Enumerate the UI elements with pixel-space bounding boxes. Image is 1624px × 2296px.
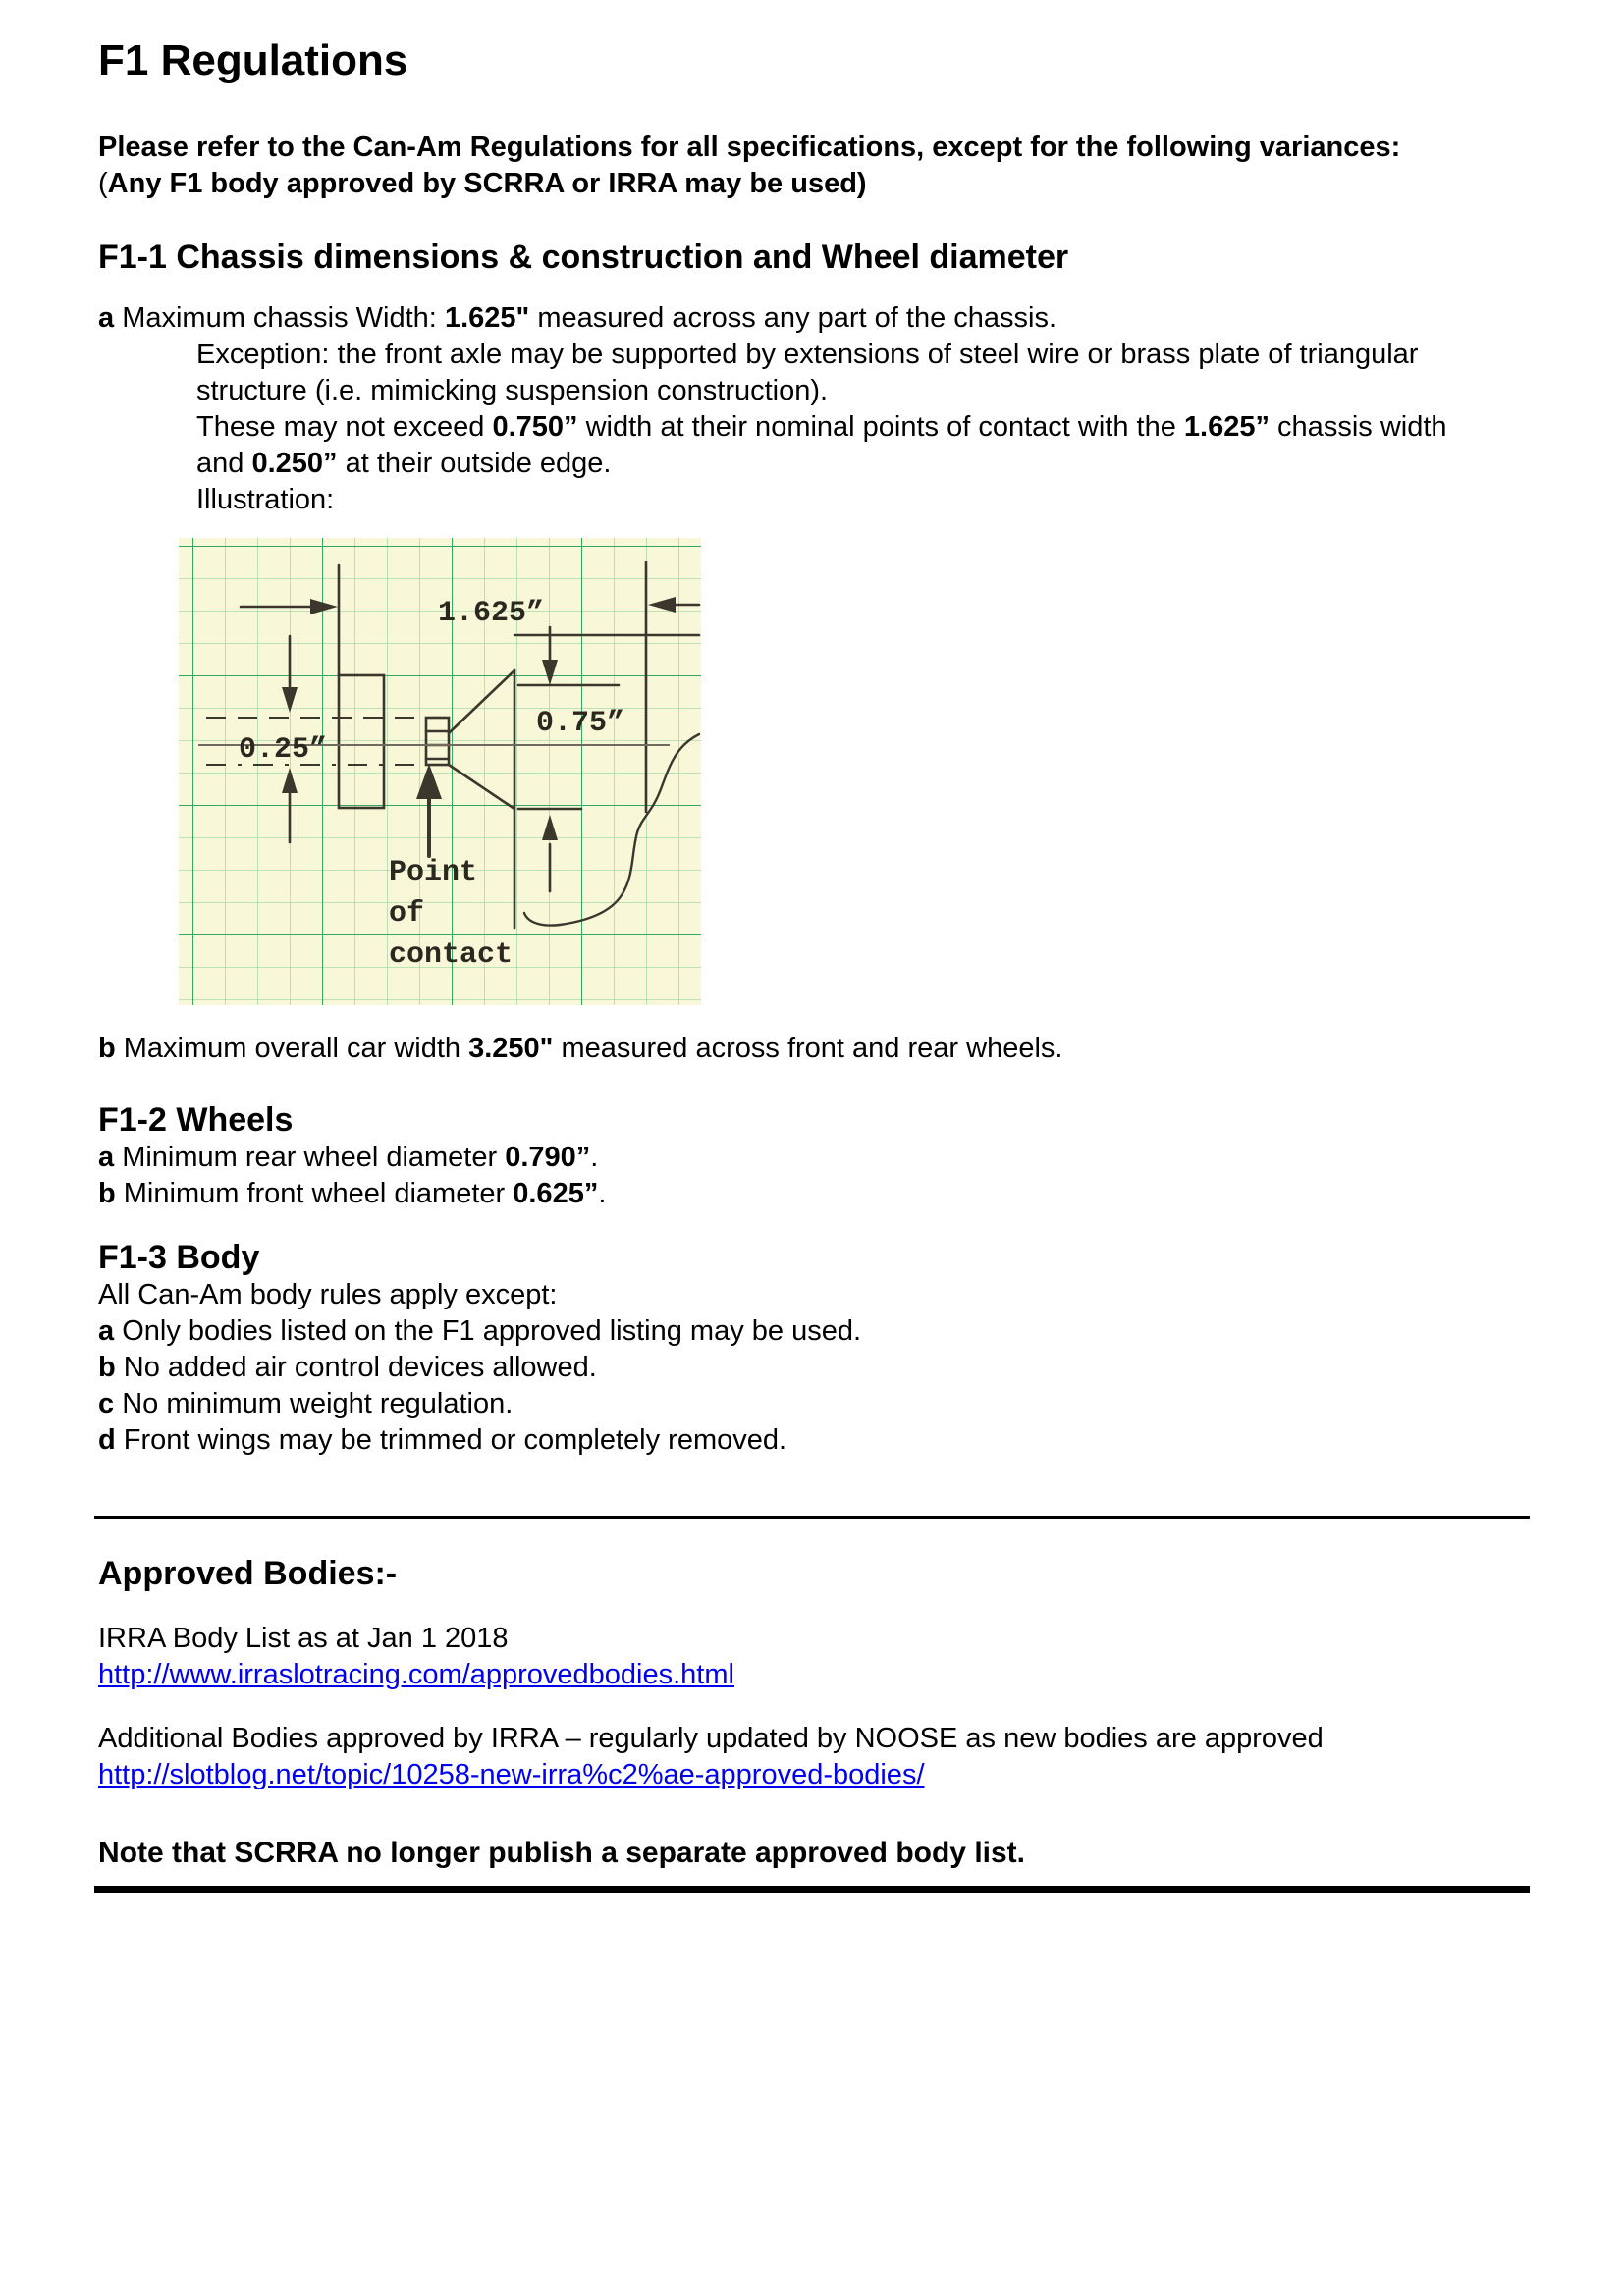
text-run: at their outside edge. [337,448,612,479]
rule-item-a [98,300,1526,337]
rule-item-c [98,1386,1526,1422]
section-f1-2-body [98,1140,1526,1212]
intro-paragraph [98,130,1526,202]
dimension-value: 0.250” [251,448,338,479]
section-f1-3-body [98,1277,1526,1459]
dim-label-chassis-width: 1.625” [437,597,545,630]
text-run: . [590,1142,599,1173]
text-run: Only bodies listed on the F1 approved listing may be used. [114,1315,862,1347]
section-heading-f1-2: F1-2 Wheels [98,1101,294,1139]
item-marker: b [98,1033,116,1064]
rule-item-b [98,1350,1526,1386]
section-heading-f1-1: F1-1 Chassis dimensions & construction and Wheel diameter [98,239,1069,276]
f1-3-intro: All Can-Am body rules apply except: [98,1279,558,1310]
dimension-value: 1.625" [444,302,530,334]
text-run: and [196,448,252,479]
caption-point: Point [389,856,478,889]
intro-line-2 [98,166,1526,202]
exception-line-3 [98,409,1526,446]
irra-approved-bodies-link[interactable]: http://www.irraslotracing.com/approvedbodies.html [98,1659,734,1690]
additional-bodies-text: Additional Bodies approved by IRRA – regularly updated by NOOSE as new bodies are approved [98,1723,1324,1754]
caption-of: of [389,897,425,931]
rule-item-a [98,1313,1526,1350]
text-run: Maximum chassis Width: [114,302,445,334]
text-run: Front wings may be trimmed or completely removed. [115,1424,787,1456]
caption-contact: contact [389,938,514,972]
section-divider-line [94,1516,1530,1519]
approved-bodies-heading: Approved Bodies:- [98,1555,398,1592]
item-marker: d [98,1424,116,1456]
text-run-bold: Any F1 body approved by SCRRA or IRRA may be used) [107,168,867,199]
dimension-value: 0.790” [505,1142,591,1173]
dim-label-edge-width: 0.25” [238,733,328,767]
exception-line-2: structure (i.e. mimicking suspension construction). [196,375,829,406]
rule-item-a [98,1140,1526,1176]
dimension-value: 0.625” [513,1178,599,1209]
page-title: F1 Regulations [98,36,408,84]
text-run: measured across front and rear wheels. [553,1033,1063,1064]
section-f1-1-body [98,300,1526,518]
text-run: ( [98,168,108,199]
text-run: Minimum rear wheel diameter [114,1142,506,1173]
chassis-illustration-figure [179,538,701,1005]
text-run: . [598,1178,607,1209]
slotblog-approved-bodies-link[interactable]: http://slotblog.net/topic/10258-new-irra%c2%ae-approved-bodies/ [98,1759,925,1790]
additional-bodies-block [98,1721,1526,1793]
rule-item-b [98,1176,1526,1212]
item-marker: a [98,302,115,334]
text-run: These may not exceed [196,411,493,443]
rule-item-b [98,1031,1526,1067]
section-heading-f1-3: F1-3 Body [98,1239,260,1276]
item-marker: b [98,1178,116,1209]
text-run: measured across any part of the chassis. [529,302,1057,334]
exception-line-1: Exception: the front axle may be supported by extensions of steel wire or brass plate of triangular [196,339,1419,370]
irra-list-text: IRRA Body List as at Jan 1 2018 [98,1623,509,1654]
rule-item-d [98,1422,1526,1459]
text-run: No added air control devices allowed. [115,1352,597,1383]
chassis-technical-drawing [179,538,701,1005]
irra-body-list-block [98,1621,1526,1693]
illustration-label: Illustration: [196,484,335,515]
item-marker: a [98,1315,115,1347]
text-run: chassis width [1270,411,1447,443]
exception-line-4 [98,446,1526,482]
text-run: No minimum weight regulation. [114,1388,514,1419]
text-run: width at their nominal points of contact with the [577,411,1184,443]
scrra-note: Note that SCRRA no longer publish a separate approved body list. [98,1837,1026,1869]
text-run: Maximum overall car width [115,1033,469,1064]
dimension-value: 3.250" [468,1033,554,1064]
intro-line-1: Please refer to the Can-Am Regulations for all specifications, except for the following variances: [98,132,1401,163]
bottom-border-line [94,1886,1530,1893]
dimension-value: 1.625” [1183,411,1270,443]
item-marker: a [98,1142,115,1173]
dim-label-contact-width: 0.75” [535,707,625,740]
item-marker: c [98,1388,115,1419]
dimension-value: 0.750” [492,411,578,443]
text-run: Minimum front wheel diameter [115,1178,514,1209]
item-marker: b [98,1352,116,1383]
